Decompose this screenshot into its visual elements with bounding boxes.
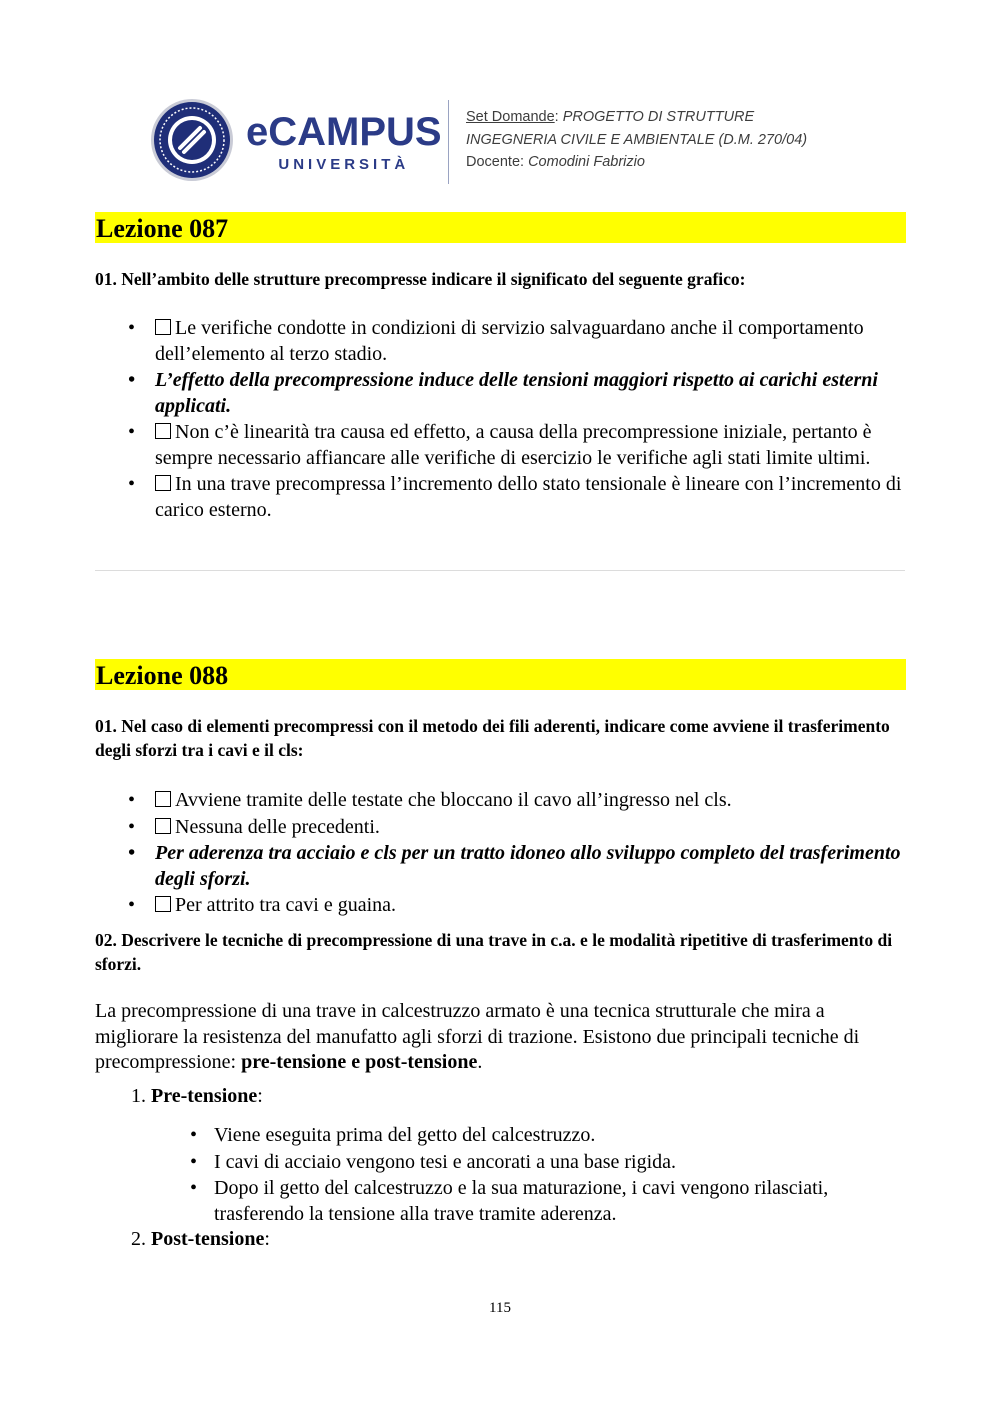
brand-name: eCAMPUS bbox=[246, 110, 442, 154]
bullet: • bbox=[128, 789, 136, 811]
document-header bbox=[150, 96, 870, 188]
header-divider bbox=[448, 100, 449, 184]
option-item bbox=[95, 788, 905, 814]
checkbox-icon bbox=[155, 423, 171, 439]
option-item-correct bbox=[95, 368, 905, 419]
option-text: Per attrito tra cavi e guaina. bbox=[175, 894, 397, 916]
checkbox-icon bbox=[155, 791, 171, 807]
option-item-correct bbox=[95, 841, 905, 892]
lesson-title: Lezione 088 bbox=[95, 659, 906, 690]
item-colon: : bbox=[264, 1228, 270, 1250]
sub-item-text: Viene eseguita prima del getto del calcestruzzo. bbox=[214, 1124, 596, 1146]
sub-bullet-list bbox=[190, 1123, 905, 1228]
sub-list-item bbox=[190, 1123, 905, 1149]
item-number: 1. bbox=[131, 1085, 146, 1107]
set-value: PROGETTO DI STRUTTURE bbox=[562, 109, 755, 125]
checkbox-icon bbox=[155, 896, 171, 912]
question-text: 01. Nel caso di elementi precompressi con il metodo dei fili aderenti, indicare come avviene il trasferimento degli sforzi tra i cavi e il cls: bbox=[95, 716, 890, 760]
bullet: • bbox=[128, 894, 136, 916]
item-title: Post-tensione bbox=[151, 1228, 265, 1250]
teacher-name: Comodini Fabrizio bbox=[528, 154, 645, 170]
sub-list-item bbox=[190, 1150, 905, 1176]
checkbox-icon bbox=[155, 319, 171, 335]
answer-text-end: . bbox=[477, 1051, 483, 1073]
checkbox-icon bbox=[155, 475, 171, 491]
header-info: Set Domande: PROGETTO DI STRUTTURE INGEGNERIA CIVILE E AMBIENTALE (D.M. 270/04) Docente: Comodini Fabrizio bbox=[466, 109, 808, 170]
option-item bbox=[95, 420, 905, 471]
answer-paragraph bbox=[95, 999, 905, 1076]
course-name: INGEGNERIA CIVILE E AMBIENTALE (D.M. 270/04) bbox=[466, 131, 808, 148]
answer-text-bold: pre-tensione e post-tensione bbox=[241, 1051, 478, 1073]
option-text: L’effetto della precompressione induce delle tensioni maggiori rispetto ai carichi esterni applicati. bbox=[155, 369, 878, 417]
bullet: • bbox=[128, 815, 136, 838]
option-text: Nessuna delle precedenti. bbox=[175, 815, 380, 838]
bullet: • bbox=[128, 317, 136, 339]
checkbox-icon bbox=[155, 818, 171, 834]
option-item bbox=[95, 815, 905, 841]
option-item bbox=[95, 893, 905, 919]
option-text: Per aderenza tra acciaio e cls per un tratto idoneo allo sviluppo completo del trasferimento degli sforzi. bbox=[155, 842, 901, 890]
page-number: 115 bbox=[489, 1300, 511, 1316]
ecampus-seal-logo bbox=[150, 98, 234, 182]
question-text: 02. Descrivere le tecniche di precompressione di una trave in c.a. e le modalità ripetitive di trasferimento di sforzi. bbox=[95, 930, 893, 974]
brand-subtitle: UNIVERSITÀ bbox=[278, 156, 410, 173]
bullet: • bbox=[128, 842, 136, 864]
item-title: Pre-tensione bbox=[151, 1085, 258, 1107]
bullet: • bbox=[190, 1177, 198, 1199]
teacher-label: Docente bbox=[466, 154, 521, 170]
option-item bbox=[95, 472, 905, 523]
answer-options bbox=[95, 788, 905, 920]
numbered-item bbox=[131, 1084, 263, 1110]
sub-item-text: I cavi di acciaio vengono tesi e ancorati a una base rigida. bbox=[214, 1150, 677, 1173]
ecampus-wordmark bbox=[246, 112, 442, 173]
sub-list-item bbox=[190, 1176, 905, 1227]
option-text: Non c’è linearità tra causa ed effetto, a causa della precompressione iniziale, pertanto è sempre necessario affiancare alle verifiche di esercizio le verifiche agli stati limite ultimi. bbox=[155, 421, 872, 469]
answer-text: La precompressione di una trave in calcestruzzo armato è una tecnica strutturale che mira a migliorare la resistenza del manufatto agli sforzi di trazione. Esistono due principali tecniche di precompressione: bbox=[95, 1000, 860, 1073]
option-text: Le verifiche condotte in condizioni di servizio salvaguardano anche il comportamento dell’elemento al terzo stadio. bbox=[155, 317, 864, 365]
item-colon: : bbox=[257, 1085, 263, 1107]
set-label: Set Domande bbox=[466, 109, 555, 125]
section-separator bbox=[95, 570, 905, 571]
option-text: In una trave precompressa l’incremento dello stato tensionale è lineare con l’incremento di carico esterno. bbox=[155, 473, 902, 521]
bullet: • bbox=[190, 1150, 198, 1173]
option-text: Avviene tramite delle testate che bloccano il cavo all’ingresso nel cls. bbox=[175, 789, 732, 811]
numbered-item bbox=[131, 1227, 270, 1253]
bullet: • bbox=[128, 369, 136, 391]
option-item bbox=[95, 316, 905, 367]
item-number: 2. bbox=[131, 1228, 146, 1250]
question-text: 01. Nell’ambito delle strutture precompresse indicare il significato del seguente grafico: bbox=[95, 269, 746, 289]
sub-item-text: Dopo il getto del calcestruzzo e la sua maturazione, i cavi vengono rilasciati, trasferendo la tensione alla trave tramite aderenza. bbox=[214, 1177, 829, 1225]
bullet: • bbox=[128, 421, 136, 443]
bullet: • bbox=[128, 473, 136, 495]
bullet: • bbox=[190, 1124, 198, 1146]
answer-options bbox=[95, 316, 905, 524]
lesson-title: Lezione 087 bbox=[95, 212, 906, 243]
